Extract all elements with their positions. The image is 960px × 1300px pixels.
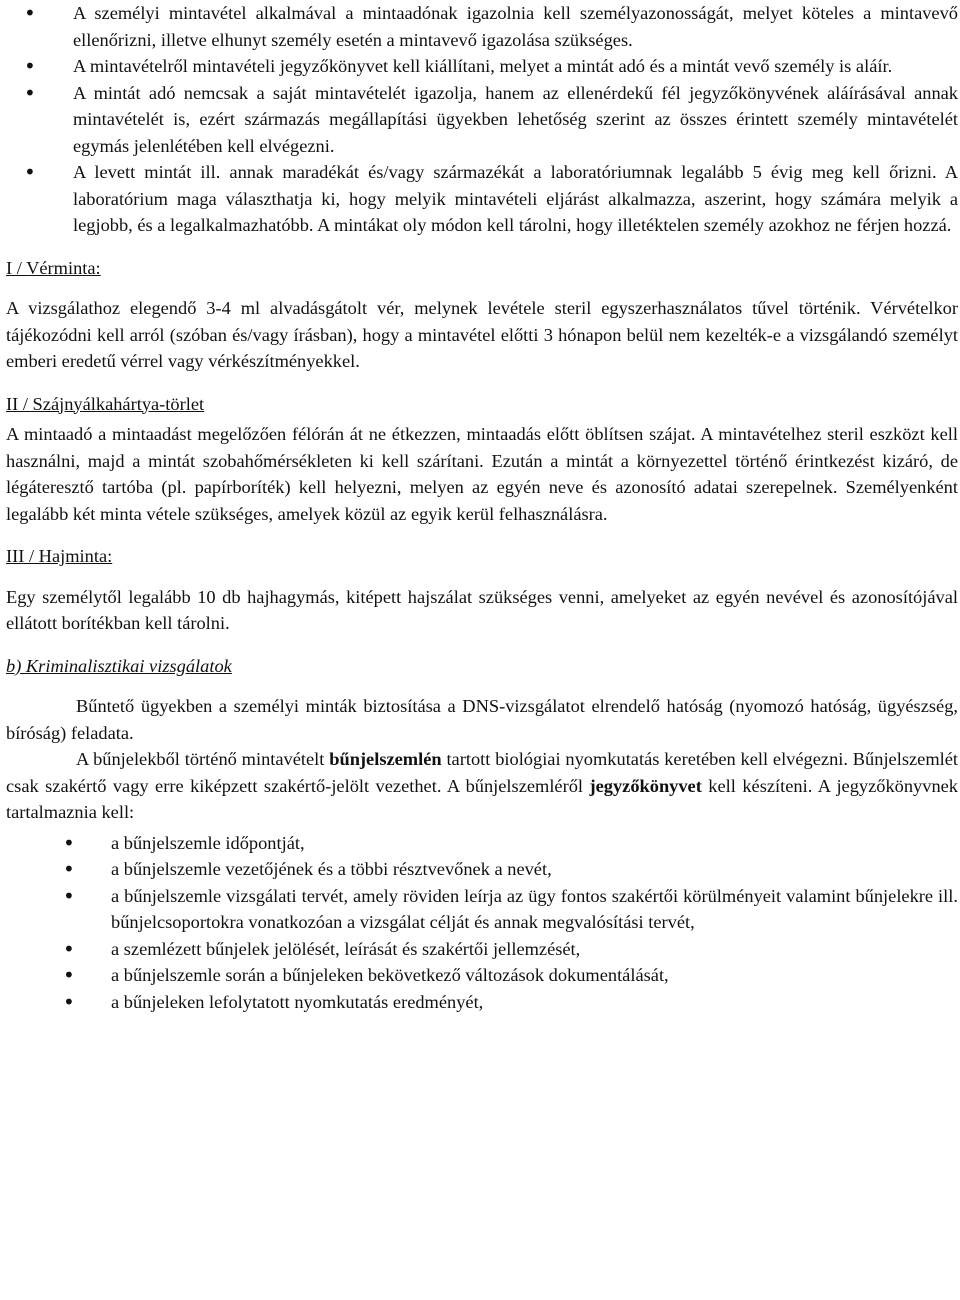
intro-bullet-list xyxy=(6,0,958,239)
section-heading-forensic: b) Kriminalisztikai vizsgálatok xyxy=(6,655,232,676)
forensic-paragraph-2 xyxy=(6,746,958,826)
section-heading-swab: II / Szájnyálkahártya-törlet xyxy=(6,393,205,414)
list-item: • a bűnjelszemle vizsgálati tervét, amely röviden leírja az ügy fontos szakértői körülményeit valamint bűnjelekre ill. bűnjelcsoportokra vonatkozóan a vizsgálat célját és annak megvalósítási tervét, xyxy=(44,883,958,936)
list-item: • A mintát adó nemcsak a saját mintavételét igazolja, hanem az ellenérdekű fél jegyzőkönyvének aláírásával annak mintavételét is, ezért származás megállapítási ügyekben lehetőség szerint az összes érintett személy mintavételét egymás jelenlétében kell elvégezni. xyxy=(6,80,958,160)
list-item: • a bűnjeleken lefolytatott nyomkutatás eredményét, xyxy=(44,989,958,1016)
section-heading-blood: I / Vérminta: xyxy=(6,257,101,278)
list-item: • a bűnjelszemle vezetőjének és a többi résztvevőnek a nevét, xyxy=(44,856,958,883)
list-item: • A személyi mintavétel alkalmával a mintaadónak igazolnia kell személyazonosságát, melyet köteles a mintavevő ellenőrizni, illetve elhunyt személy esetén a mintavevő igazolása szükséges. xyxy=(6,0,958,53)
list-item: • a bűnjelszemle során a bűnjeleken bekövetkező változások dokumentálását, xyxy=(44,962,958,989)
list-item: • a szemlézett bűnjelek jelölését, leírását és szakértői jellemzését, xyxy=(44,936,958,963)
bold-term-crime-scene: bűnjelszemlén xyxy=(329,749,442,769)
forensic-text-part: A bűnjelekből történő mintavételt xyxy=(76,749,330,769)
forensic-text-part: kell készíteni. A jegyzőkönyvnek tartalmaznia kell: xyxy=(6,775,958,822)
list-item: • A mintavételről mintavételi jegyzőkönyvet kell kiállítani, melyet a mintát adó és a mintát vevő személy is aláír. xyxy=(6,53,958,80)
bold-term-protocol: jegyzőkönyvet xyxy=(589,775,702,796)
list-item: • a bűnjelszemle időpontját, xyxy=(44,830,958,857)
protocol-bullet-list xyxy=(44,830,958,1016)
document-page xyxy=(6,0,958,1015)
list-item: • A levett mintát ill. annak maradékát és/vagy származékát a laboratóriumnak legalább 5 évig meg kell őrizni. A laboratórium maga választhatja ki, hogy melyik mintavételi eljárást alkalmazza, aszerint, hogy számára melyik a legjobb, és a legalkalmazhatóbb. A mintákat oly módon kell tárolni, hogy illetéktelen személy azokhoz ne férjen hozzá. xyxy=(6,159,958,239)
section-text-blood: A vizsgálathoz elegendő 3-4 ml alvadásgátolt vér, melynek levétele steril egyszerhasználatos tűvel történik. Vérvételkor tájékozódni kell arról (szóban és/vagy írásban), hogy a mintavétel előtti 3 hónapon belül nem kezelték-e a vizsgálandó személyt emberi eredetű vérrel vagy vérkészítményekkel. xyxy=(6,298,958,371)
forensic-paragraph-1: Bűntető ügyekben a személyi minták biztosítása a DNS-vizsgálatot elrendelő hatóság (nyomozó hatóság, ügyészség, bíróság) feladata. xyxy=(6,696,958,743)
section-heading-hair: III / Hajminta: xyxy=(6,546,113,566)
section-text-hair: Egy személytől legalább 10 db hajhagymás, kitépett hajszálat szükséges venni, amelyeket az egyén nevével és azonosítójával ellátott borítékban kell tárolni. xyxy=(6,586,958,633)
section-text-swab: A mintaadó a mintaadást megelőzően félórán át ne étkezzen, mintaadás előtt öblítsen szájat. A mintavételhez steril eszközt kell használni, majd a mintát szobahőmérsékleten ki kell szárítani. Ezután a mintát a környezettel történő érintkezést kizáró, de légáteresztő tartóba (pl. papírboríték) kell helyezni, melyen az egyén neve és azonosító adatai szerepelnek. Személyenként legalább két minta vétele szükséges, amelyek közül az egyik kerül felhasználásra. xyxy=(6,424,958,524)
forensic-text-part: tartott biológiai nyomkutatás keretében kell elvégezni. Bűnjelszemlét csak szakértő vagy erre kiképzett szakértő-jelölt vezethet. A bűnjelszemléről xyxy=(6,749,959,796)
